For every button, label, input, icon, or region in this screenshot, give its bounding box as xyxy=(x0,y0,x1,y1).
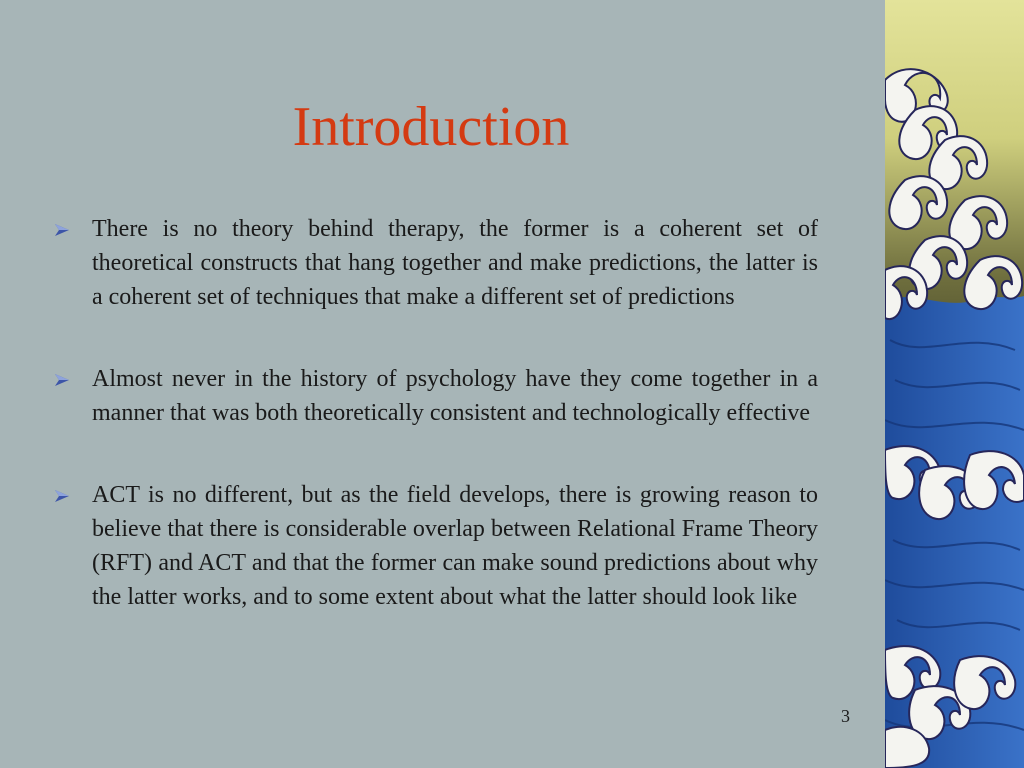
page-number: 3 xyxy=(841,706,850,726)
bullet-text: ACT is no different, but as the field develops, there is growing reason to believe that there is considerable overlap between Relational Frame Theory (RFT) and ACT and that the former can make sound predictions about why the latter works, and to some extent about what the latter should look like xyxy=(92,482,818,610)
bullet-item xyxy=(52,362,818,430)
bullet-item xyxy=(52,212,818,314)
wave-illustration xyxy=(885,0,1024,768)
arrowhead-bullet-icon xyxy=(54,489,70,503)
bullet-list xyxy=(52,212,818,614)
bullet-item xyxy=(52,478,818,614)
arrowhead-bullet-icon xyxy=(54,373,70,387)
bullet-text: Almost never in the history of psychology have they come together in a manner that was both theoretically consistent and technologically effective xyxy=(92,366,818,426)
arrowhead-bullet-icon xyxy=(54,223,70,237)
slide-title: Introduction xyxy=(292,96,570,158)
bullet-text: There is no theory behind therapy, the former is a coherent set of theoretical constructs that hang together and make predictions, the latter is a coherent set of techniques that make a different set of predictions xyxy=(92,216,818,310)
